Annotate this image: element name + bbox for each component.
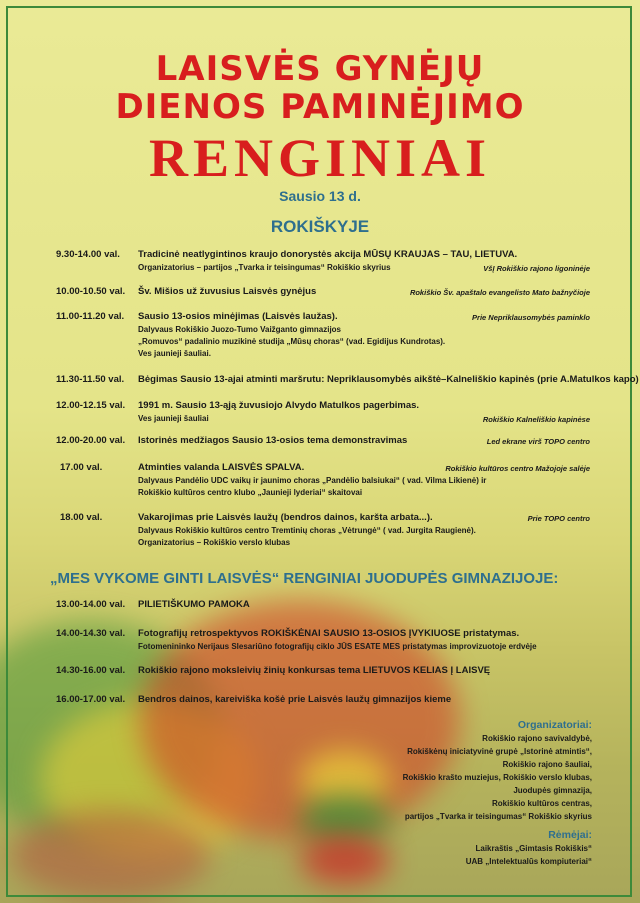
event-time: 13.00-14.00 val. [56,599,126,610]
event-time: 11.30-11.50 val. [56,374,125,385]
event-time: 16.00-17.00 val. [56,694,126,705]
sponsors-heading: Rėmėjai: [548,829,592,841]
event-detail: Rokiškio kultūros centro klubo „Jaunieji lyderiai“ skaitovai [138,488,363,497]
event-title: Bėgimas Sausio 13-ajai atminti maršrutu: Nepriklausomybės aikštė–Kalneliškio kapinės (prie A.Matulkos kapo) [138,374,639,385]
event-location: Led ekrane virš TOPO centro [486,437,590,446]
event-time: 12.00-12.15 val. [56,400,126,411]
title-line-2: DIENOS PAMINĖJIMO [115,87,525,127]
organizer-item: Rokiškio rajono šauliai, [502,760,592,769]
event-title: Fotografijų retrospektyvos ROKIŠKĖNAI SAUSIO 13-OSIOS ĮVYKIUOSE pristatymas. [138,628,520,639]
event-title: Istorinės medžiagos Sausio 13-osios tema demonstravimas [138,435,408,446]
title-line-1: LAISVĖS GYNĖJŲ [155,49,485,89]
organizer-item: Rokiškėnų iniciatyvinė grupė „Istorinė atmintis“, [407,747,592,756]
organizer-item: Rokiškio krašto muziejus, Rokiškio verslo klubas, [402,773,592,782]
event-detail: Fotomenininko Nerijaus Slesariūno fotografijų ciklo JŪS ESATE MES pristatymas improvizuotoje erdvėje [138,642,537,651]
event-time: 14.00-14.30 val. [56,628,126,639]
event-location: Rokiškio Šv. apaštalo evangelisto Mato bažnyčioje [409,288,590,297]
sponsor-item: Laikraštis „Gimtasis Rokiškis“ [475,844,592,853]
organizers-list [403,732,592,823]
event-title: Šv. Mišios už žuvusius Laisvės gynėjus [138,286,317,297]
event-title: PILIETIŠKUMO PAMOKA [138,599,250,610]
event-detail: „Romuvos“ padalinio muzikinė studija „Mūsų choras“ (vad. Egidijus Kundrotas). [138,337,446,346]
event-title: Sausio 13-osios minėjimas (Laisvės laužas). [138,311,338,322]
event-date: Sausio 13 d. [279,188,361,204]
event-title: Tradicinė neatlygintinos kraujo donorystės akcija MŪSŲ KRAUJAS – TAU, LIETUVA. [138,249,518,260]
event-time: 14.30-16.00 val. [56,665,126,676]
event-detail: Ves jaunieji šauliai. [138,349,211,358]
organizer-item: partijos „Tvarka ir teisingumas“ Rokiškio skyrius [404,812,592,821]
event-time: 10.00-10.50 val. [56,286,126,297]
organizer-item: Rokiškio kultūros centras, [491,799,592,808]
event-detail: Organizatorius – Rokiškio verslo klubas [138,538,291,547]
event-title: Atminties valanda LAISVĖS SPALVA. [138,462,305,473]
event-detail: Organizatorius – partijos „Tvarka ir teisingumas“ Rokiškio skyrius [138,263,391,272]
event-title: Rokiškio rajono moksleivių žinių konkursas tema LIETUVOS KELIAS Į LAISVĘ [138,665,491,676]
event-city: ROKIŠKYJE [270,217,370,236]
event-location: Prie Nepriklausomybės paminklo [472,313,590,322]
organizers-heading: Organizatoriai: [517,719,592,731]
section-title: „MES VYKOME GINTI LAISVĖS“ RENGINIAI JUODUPĖS GIMNAZIJOJE: [50,570,559,587]
event-detail: Dalyvaus Rokiškio kultūros centro Tremtinių choras „Vėtrungė“ ( vad. Jurgita Raugienė). [138,526,476,535]
event-detail: Dalyvaus Rokiškio Juozo-Tumo Vaižganto gimnazijos [138,325,341,334]
title-line-3: RENGINIAI [148,128,492,188]
event-title: Bendros dainos, kareiviška košė prie Laisvės laužų gimnazijos kieme [138,694,452,705]
event-time: 17.00 val. [60,462,103,473]
event-location: Rokiškio kultūros centro Mažojoje salėje [445,464,590,473]
event-location: VšĮ Rokiškio rajono ligoninėje [483,264,590,273]
sponsors-list [466,842,592,868]
event-location: Rokiškio Kalneliškio kapinėse [482,415,590,424]
organizer-item: Juodupės gimnazija, [513,786,592,795]
sponsor-item: UAB „Intelektualūs kompiuteriai“ [465,857,592,866]
event-time: 11.00-11.20 val. [56,311,125,322]
organizer-item: Rokiškio rajono savivaldybė, [482,734,592,743]
event-detail: Ves jaunieji šauliai [138,414,209,423]
event-title: Vakarojimas prie Laisvės laužų (bendros dainos, karšta arbata...). [138,512,433,523]
event-time: 12.00-20.00 val. [56,435,126,446]
event-location: Prie TOPO centro [527,514,590,523]
event-detail: Dalyvaus Pandėlio UDC vaikų ir jaunimo choras „Pandėlio balsiukai“ ( vad. Vilma Likienė) ir [138,476,487,485]
event-time: 9.30-14.00 val. [56,249,120,260]
event-time: 18.00 val. [60,512,103,523]
event-title: 1991 m. Sausio 13-ąją žuvusiojo Alvydo Matulkos pagerbimas. [138,400,420,411]
